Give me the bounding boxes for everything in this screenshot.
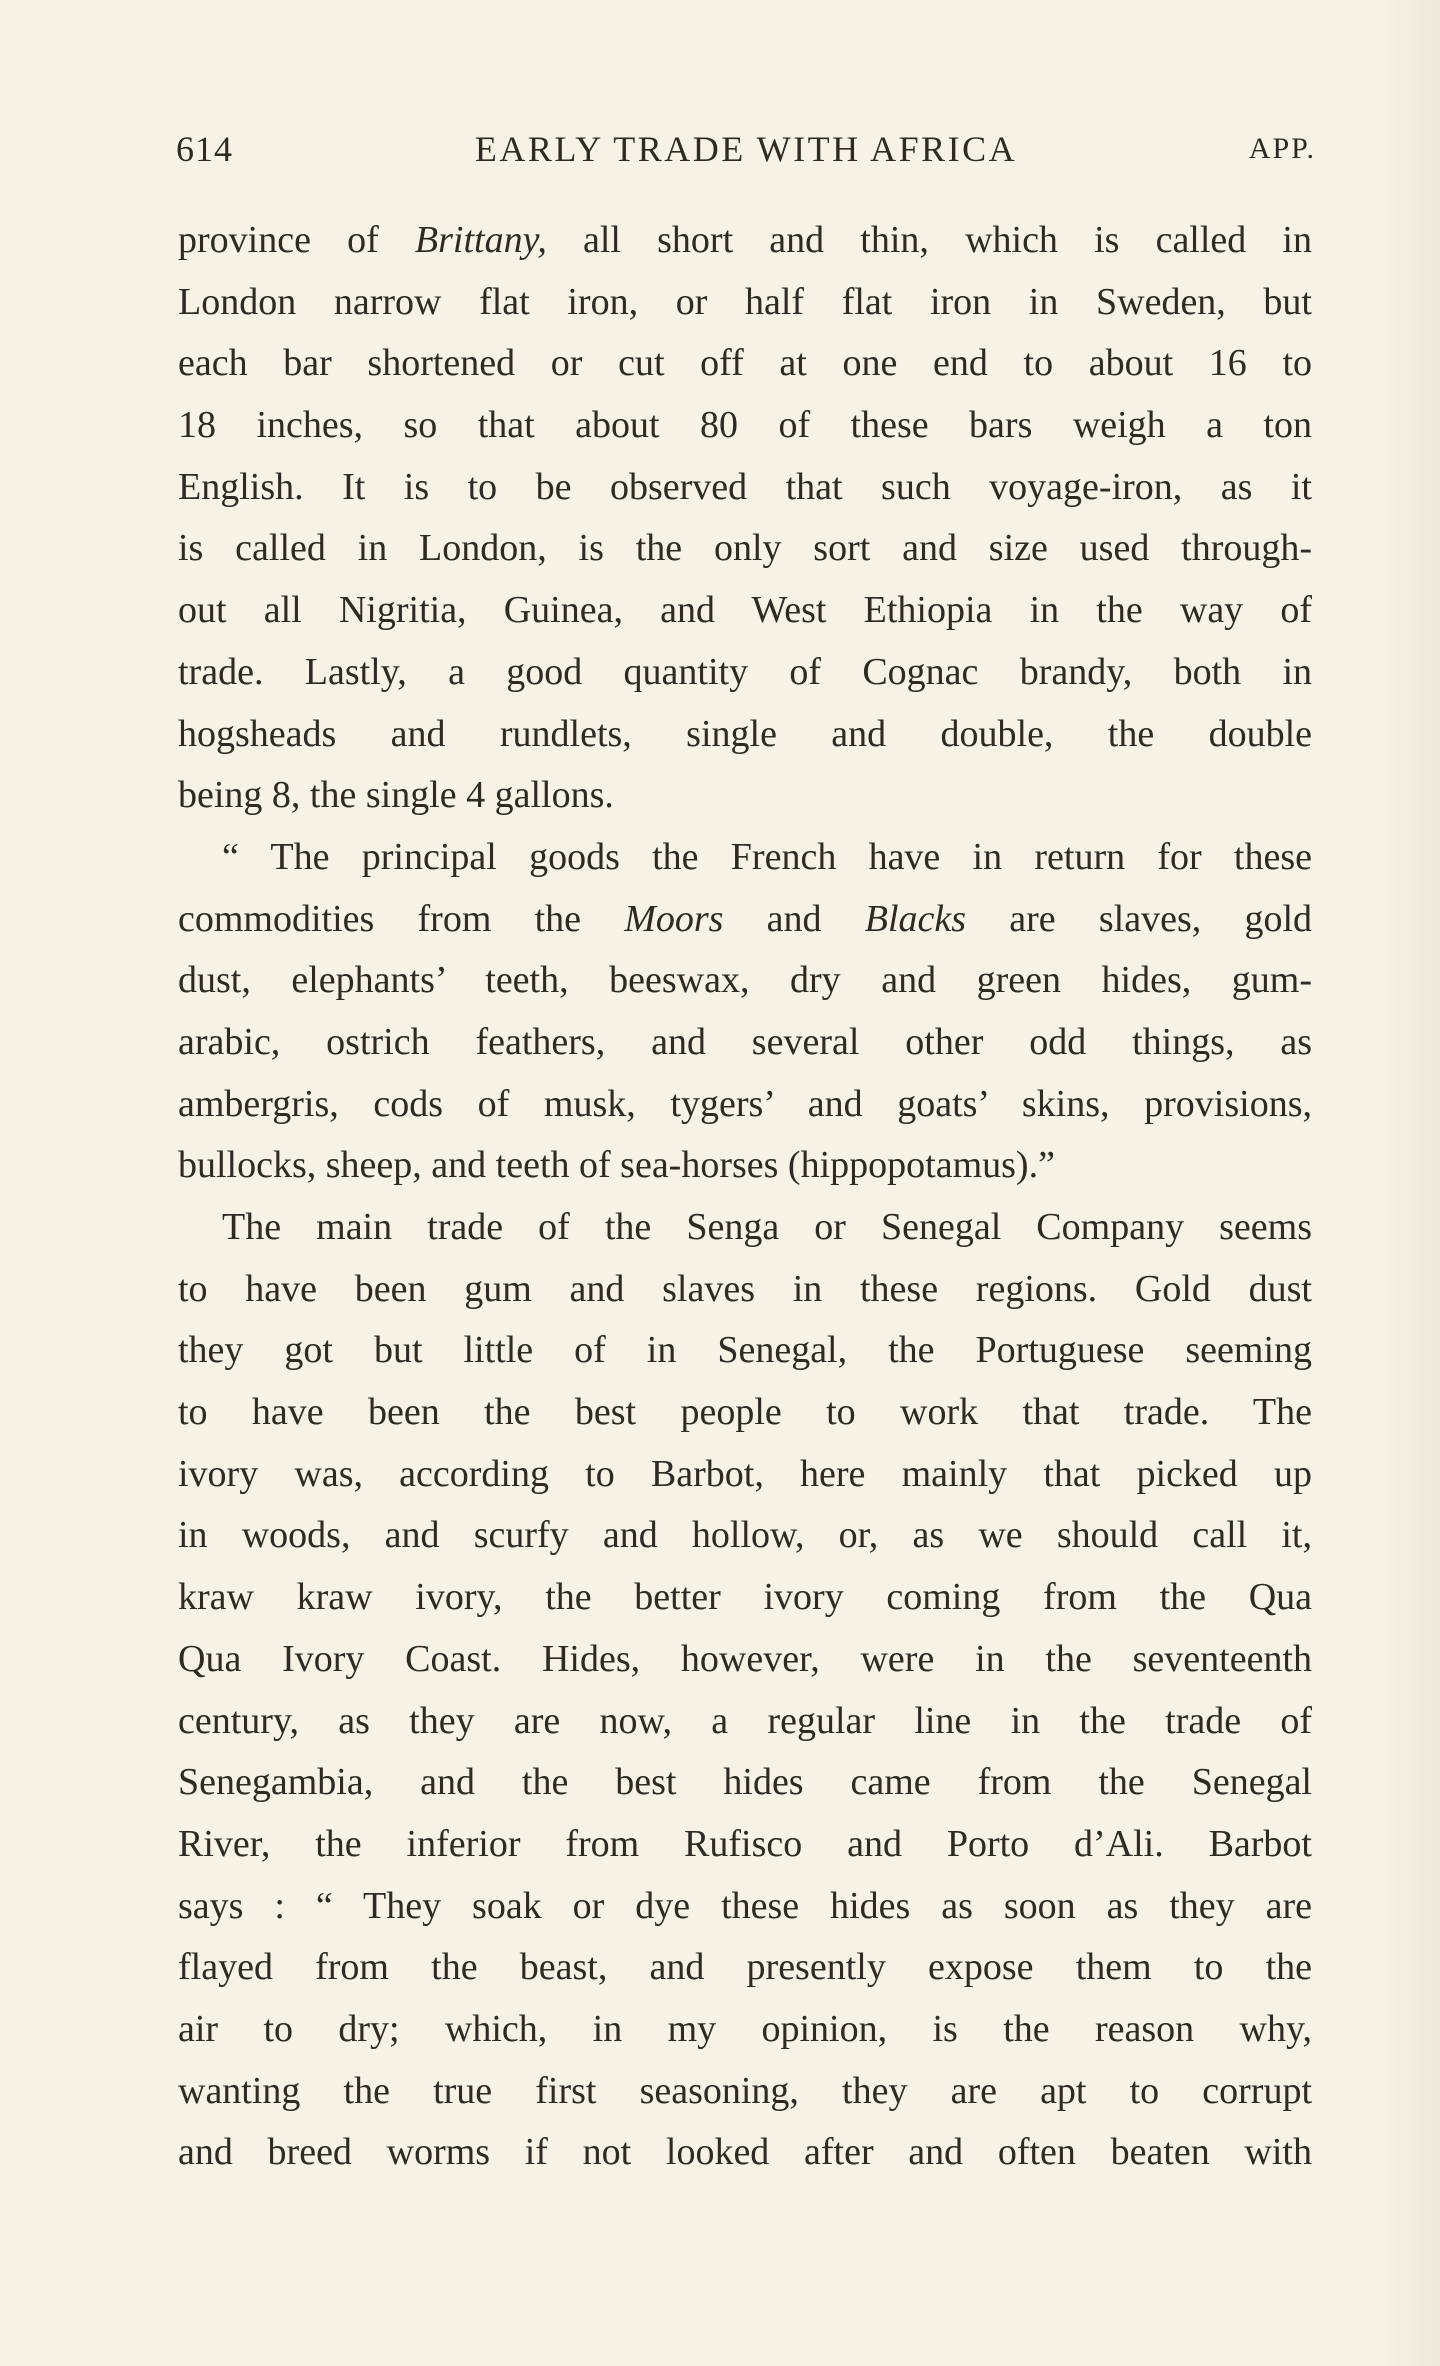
running-title: EARLY TRADE WITH AFRICA bbox=[474, 129, 1018, 169]
text-line: The main trade of the Senga or Senegal Company seems bbox=[222, 1206, 1312, 1248]
text-line: 18 inches, so that about 80 of these bars weigh a ton bbox=[178, 404, 1312, 447]
running-head bbox=[176, 128, 1316, 178]
text-line: Senegambia, and the best hides came from the Senegal bbox=[178, 1761, 1312, 1804]
text-line: ambergris, cods of musk, tygers’ and goats’ skins, provisions, bbox=[178, 1082, 1312, 1125]
text-line: they got but little of in Senegal, the Portuguese seeming bbox=[178, 1329, 1312, 1372]
text-line: bullocks, sheep, and teeth of sea-horses (hippopotamus).” bbox=[178, 1144, 1055, 1187]
text-line: English. It is to be observed that such voyage-iron, as it bbox=[178, 465, 1312, 508]
section-label: APP. bbox=[1248, 132, 1316, 165]
page-edge-shadow bbox=[1380, 0, 1440, 2366]
text-line: air to dry; which, in my opinion, is the reason why, bbox=[178, 2007, 1312, 2050]
text-line: wanting the true first seasoning, they are apt to corrupt bbox=[178, 2069, 1312, 2112]
text-line: each bar shortened or cut off at one end to about 16 to bbox=[178, 342, 1312, 385]
text-line: flayed from the beast, and presently expose them to the bbox=[178, 1946, 1312, 1989]
text-line: and breed worms if not looked after and often beaten with bbox=[178, 2131, 1312, 2174]
italic-term: Moors bbox=[624, 897, 724, 940]
text-line: Qua Ivory Coast. Hides, however, were in the seventeenth bbox=[178, 1637, 1312, 1680]
text-line: River, the inferior from Rufisco and Porto d’Ali. Barbot bbox=[178, 1822, 1312, 1865]
text-line: ivory was, according to Barbot, here mainly that picked up bbox=[178, 1452, 1312, 1495]
italic-term: Blacks bbox=[864, 897, 967, 940]
text-line: being 8, the single 4 gallons. bbox=[178, 774, 614, 817]
body-text bbox=[178, 210, 1312, 2184]
text-line: province of Brittany, all short and thin, which is called in bbox=[178, 219, 1312, 261]
text-line: commodities from the Moors and Blacks are slaves, gold bbox=[178, 897, 1312, 940]
text-line: out all Nigritia, Guinea, and West Ethiopia in the way of bbox=[178, 589, 1312, 632]
text-line: kraw kraw ivory, the better ivory coming from the Qua bbox=[178, 1576, 1312, 1619]
text-line: century, as they are now, a regular line in the trade of bbox=[178, 1699, 1312, 1742]
text-line: “ The principal goods the French have in return for these bbox=[222, 835, 1312, 878]
text-line: to have been the best people to work that trade. The bbox=[178, 1391, 1312, 1434]
text-line: in woods, and scurfy and hollow, or, as we should call it, bbox=[178, 1514, 1312, 1557]
text-line: hogsheads and rundlets, single and double, the double bbox=[178, 712, 1312, 755]
text-line: London narrow flat iron, or half flat iron in Sweden, but bbox=[178, 280, 1312, 323]
italic-term: Brittany, bbox=[414, 219, 547, 261]
text-line: arabic, ostrich feathers, and several other odd things, as bbox=[178, 1020, 1312, 1063]
text-line: to have been gum and slaves in these regions. Gold dust bbox=[178, 1267, 1312, 1310]
text-line: trade. Lastly, a good quantity of Cognac brandy, both in bbox=[178, 650, 1312, 693]
page-number: 614 bbox=[176, 129, 233, 169]
text-line: is called in London, is the only sort and size used through- bbox=[178, 527, 1312, 570]
text-line: says : “ They soak or dye these hides as soon as they are bbox=[178, 1884, 1312, 1927]
text-line: dust, elephants’ teeth, beeswax, dry and green hides, gum- bbox=[178, 959, 1312, 1002]
